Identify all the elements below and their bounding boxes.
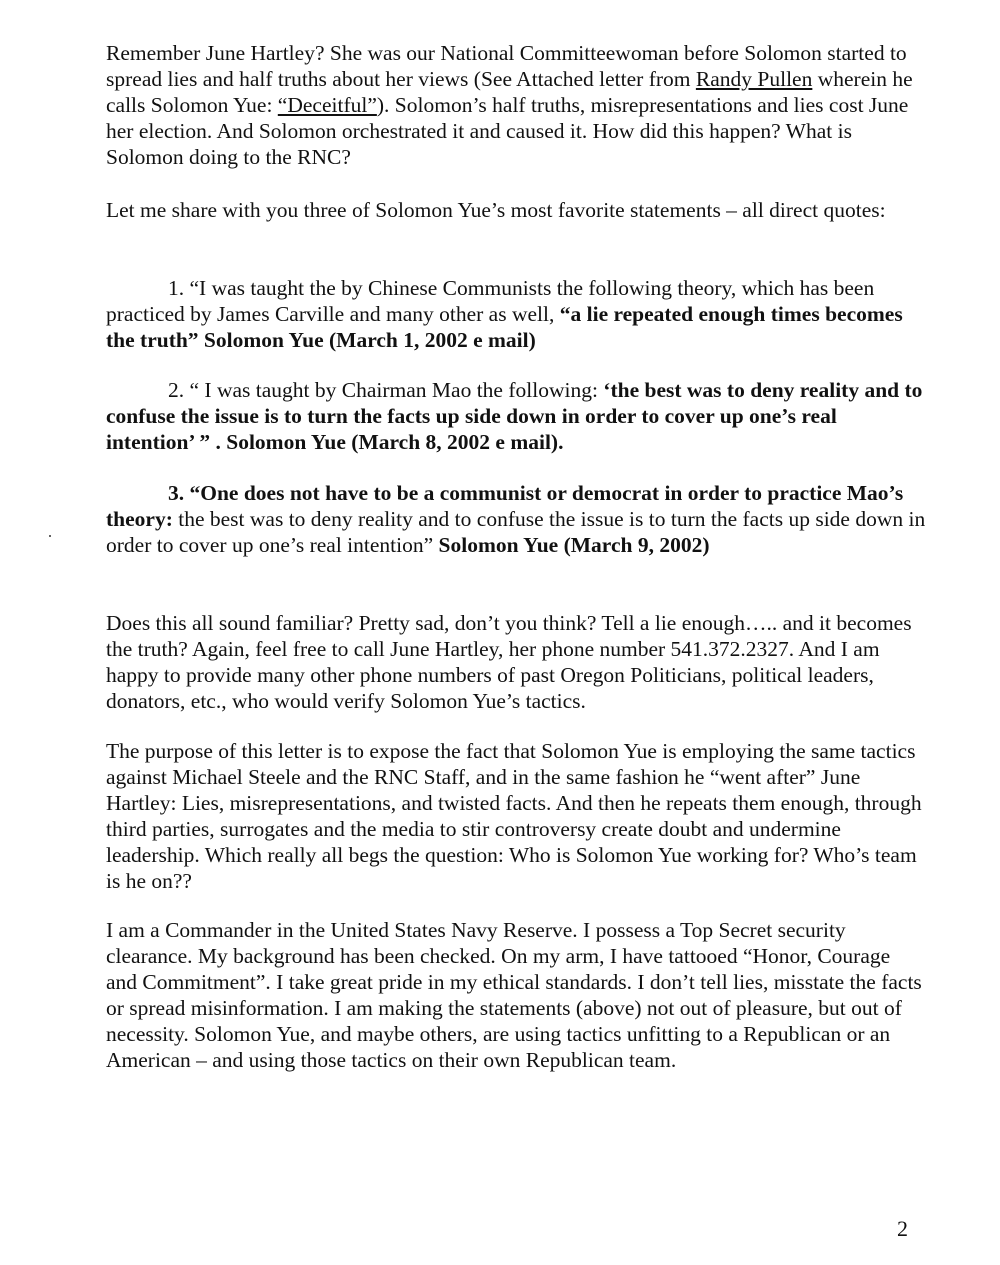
quote-text: 2. “ I was taught by Chairman Mao the following: [168,378,604,402]
paragraph-text: wherein he calls Solomon Yue: [106,67,913,117]
quote-text: 1. “I was taught the by Chinese Communists the following theory, which has been practiced by James Carville and many other as well, [106,276,875,326]
paragraph-intro-quotes: Let me share with you three of Solomon Yue’s most favorite statements – all direct quotes: [106,198,886,222]
page-number: 2 [897,1216,908,1241]
paragraph-june-hartley [106,40,926,170]
quote-text: the best was to deny reality and to confuse the issue is to turn the facts up side down in order to cover up one’s real intention” [106,507,926,557]
quote-item-3 [106,480,926,558]
randy-pullen-reference: Randy Pullen [695,67,813,91]
paragraph-text: ). Solomon’s half truths, misrepresentations and lies cost June her election. And Solomon orchestrated it and caused it. How did this happen? What is Solomon doing to the RNC? [106,93,909,169]
quote-bold-text: 3. “One does not have to be a communist or democrat in order to practice Mao’s theory: [106,481,904,531]
deceitful-quote: “Deceitful” [277,93,377,117]
quote-attribution: Solomon Yue (March 9, 2002) [438,533,710,557]
quote-bold-text: ‘the best was to deny reality and to confuse the issue is to turn the facts up side down in order to cover up one’s real intention’ ” . Solomon Yue (March 8, 2002 e mail). [106,378,923,454]
quote-item-1 [106,275,926,353]
paragraph-purpose: The purpose of this letter is to expose the fact that Solomon Yue is employing the same tactics against Michael Steele and the RNC Staff, and in the same fashion he “went after” June Hartley: Lies, misrepresentations, and twisted facts. And then he repeats them enough, through third parties, surrogates and the media to stir controversy create doubt and undermine leadership. Which really all begs the question: Who is Solomon Yue working for? Who’s team is he on?? [106,739,922,893]
paragraph-commander: I am a Commander in the United States Navy Reserve. I possess a Top Secret security clearance. My background has been checked. On my arm, I have tattooed “Honor, Courage and Commitment”. I take great pride in my ethical standards. I don’t tell lies, misstate the facts or spread misinformation. I am making the statements (above) not out of pleasure, but out of necessity. Solomon Yue, and maybe others, are using tactics unfitting to a Republican or an American – and using those tactics on their own Republican team. [106,918,922,1072]
quote-bold-text: “a lie repeated enough times becomes the truth” Solomon Yue (March 1, 2002 e mail) [106,302,903,352]
scan-speck [49,535,51,537]
paragraph-familiar: Does this all sound familiar? Pretty sad, don’t you think? Tell a lie enough….. and it becomes the truth? Again, feel free to call June Hartley, her phone number 541.372.2327. And I am happy to provide many other phone numbers of past Oregon Politicians, political leaders, donators, etc., who would verify Solomon Yue’s tactics. [106,611,912,713]
paragraph-text: Remember June Hartley? She was our National Committeewoman before Solomon started to spread lies and half truths about her views (See Attached letter from [106,41,907,91]
quote-item-2 [106,377,926,455]
